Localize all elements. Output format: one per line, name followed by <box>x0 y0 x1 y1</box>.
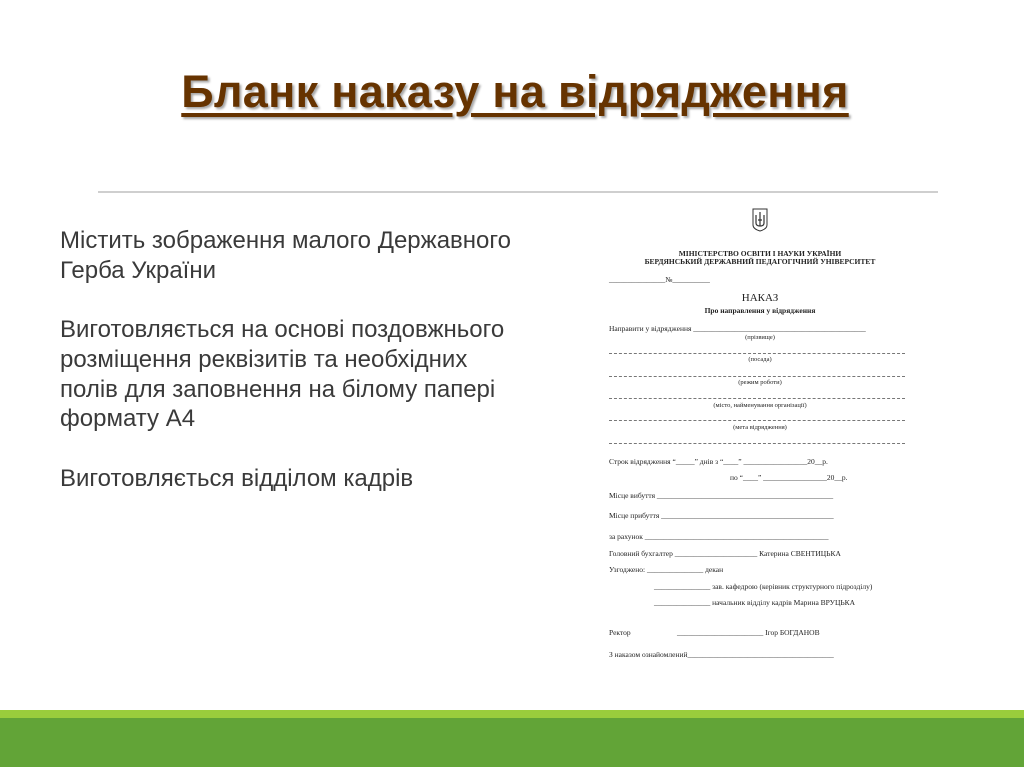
form-blank-line <box>609 443 905 444</box>
paragraph-hr: Виготовляється відділом кадрів <box>60 464 414 492</box>
form-term-line: Строк відрядження “_____” днів з “____” _________________20__р. <box>609 457 828 466</box>
paragraph-coat-of-arms: Містить зображення малого Державного Герба України <box>60 227 511 284</box>
form-rector-label: Ректор <box>609 628 631 637</box>
form-rector-line: _______________________ Ігор БОГДАНОВ <box>677 628 820 637</box>
form-blank-line <box>609 376 905 377</box>
title-divider <box>98 191 938 193</box>
form-agreed: Узгоджено: _______________ декан <box>609 565 724 574</box>
form-hint-surname: (прізвище) <box>745 334 775 341</box>
form-account: за рахунок _________________________________________________ <box>609 532 829 541</box>
form-hint-position: (посада) <box>748 356 772 363</box>
form-hint-schedule: (режим роботи) <box>738 379 782 386</box>
form-blank-line <box>609 420 905 421</box>
form-head-dept: _______________ зав. кафедрою (керівник структурного підрозділу) <box>654 582 873 591</box>
form-university: БЕРДЯНСЬКИЙ ДЕРЖАВНИЙ ПЕДАГОГІЧНИЙ УНІВЕРСИТЕТ <box>644 257 876 266</box>
form-to-line: по “____” _________________20__р. <box>730 473 848 482</box>
paragraph-layout: Виготовляється на основі поздовжнього розміщення реквізитів та необхідних полів для заповнення на білому папері формату А4 <box>60 316 505 433</box>
form-heading: НАКАЗ <box>741 292 779 304</box>
form-hint-city: (місто, найменування організації) <box>713 402 807 409</box>
footer-band <box>0 718 1024 767</box>
order-form-image <box>600 200 920 670</box>
form-blank-line <box>609 353 905 354</box>
form-departure: Місце вибуття _______________________________________________ <box>609 491 834 500</box>
form-acquainted: З наказом ознайомлений_______________________________________ <box>609 650 834 659</box>
form-hint-purpose: (мета відрядження) <box>733 424 787 431</box>
form-blank-line <box>609 398 905 399</box>
slide-title: Бланк наказу на відрядження <box>181 66 849 117</box>
form-accountant: Головний бухгалтер ______________________ Катерина СВЕНТИЦЬКА <box>609 549 841 558</box>
form-hr-head: _______________ начальник відділу кадрів Марина ВРУЦЬКА <box>654 598 856 607</box>
slide-body <box>60 226 530 523</box>
ukraine-crest-icon <box>752 208 768 232</box>
footer-band-light <box>0 710 1024 718</box>
form-send-line: Направити у відрядження ______________________________________________ <box>609 324 866 333</box>
form-arrival: Місце прибуття ______________________________________________ <box>609 511 834 520</box>
form-subheading: Про направлення у відрядження <box>704 306 816 315</box>
form-ministry: МІНІСТЕРСТВО ОСВІТИ І НАУКИ УКРАЇНИ <box>678 249 842 258</box>
form-number-line: _______________№__________ <box>609 275 710 284</box>
